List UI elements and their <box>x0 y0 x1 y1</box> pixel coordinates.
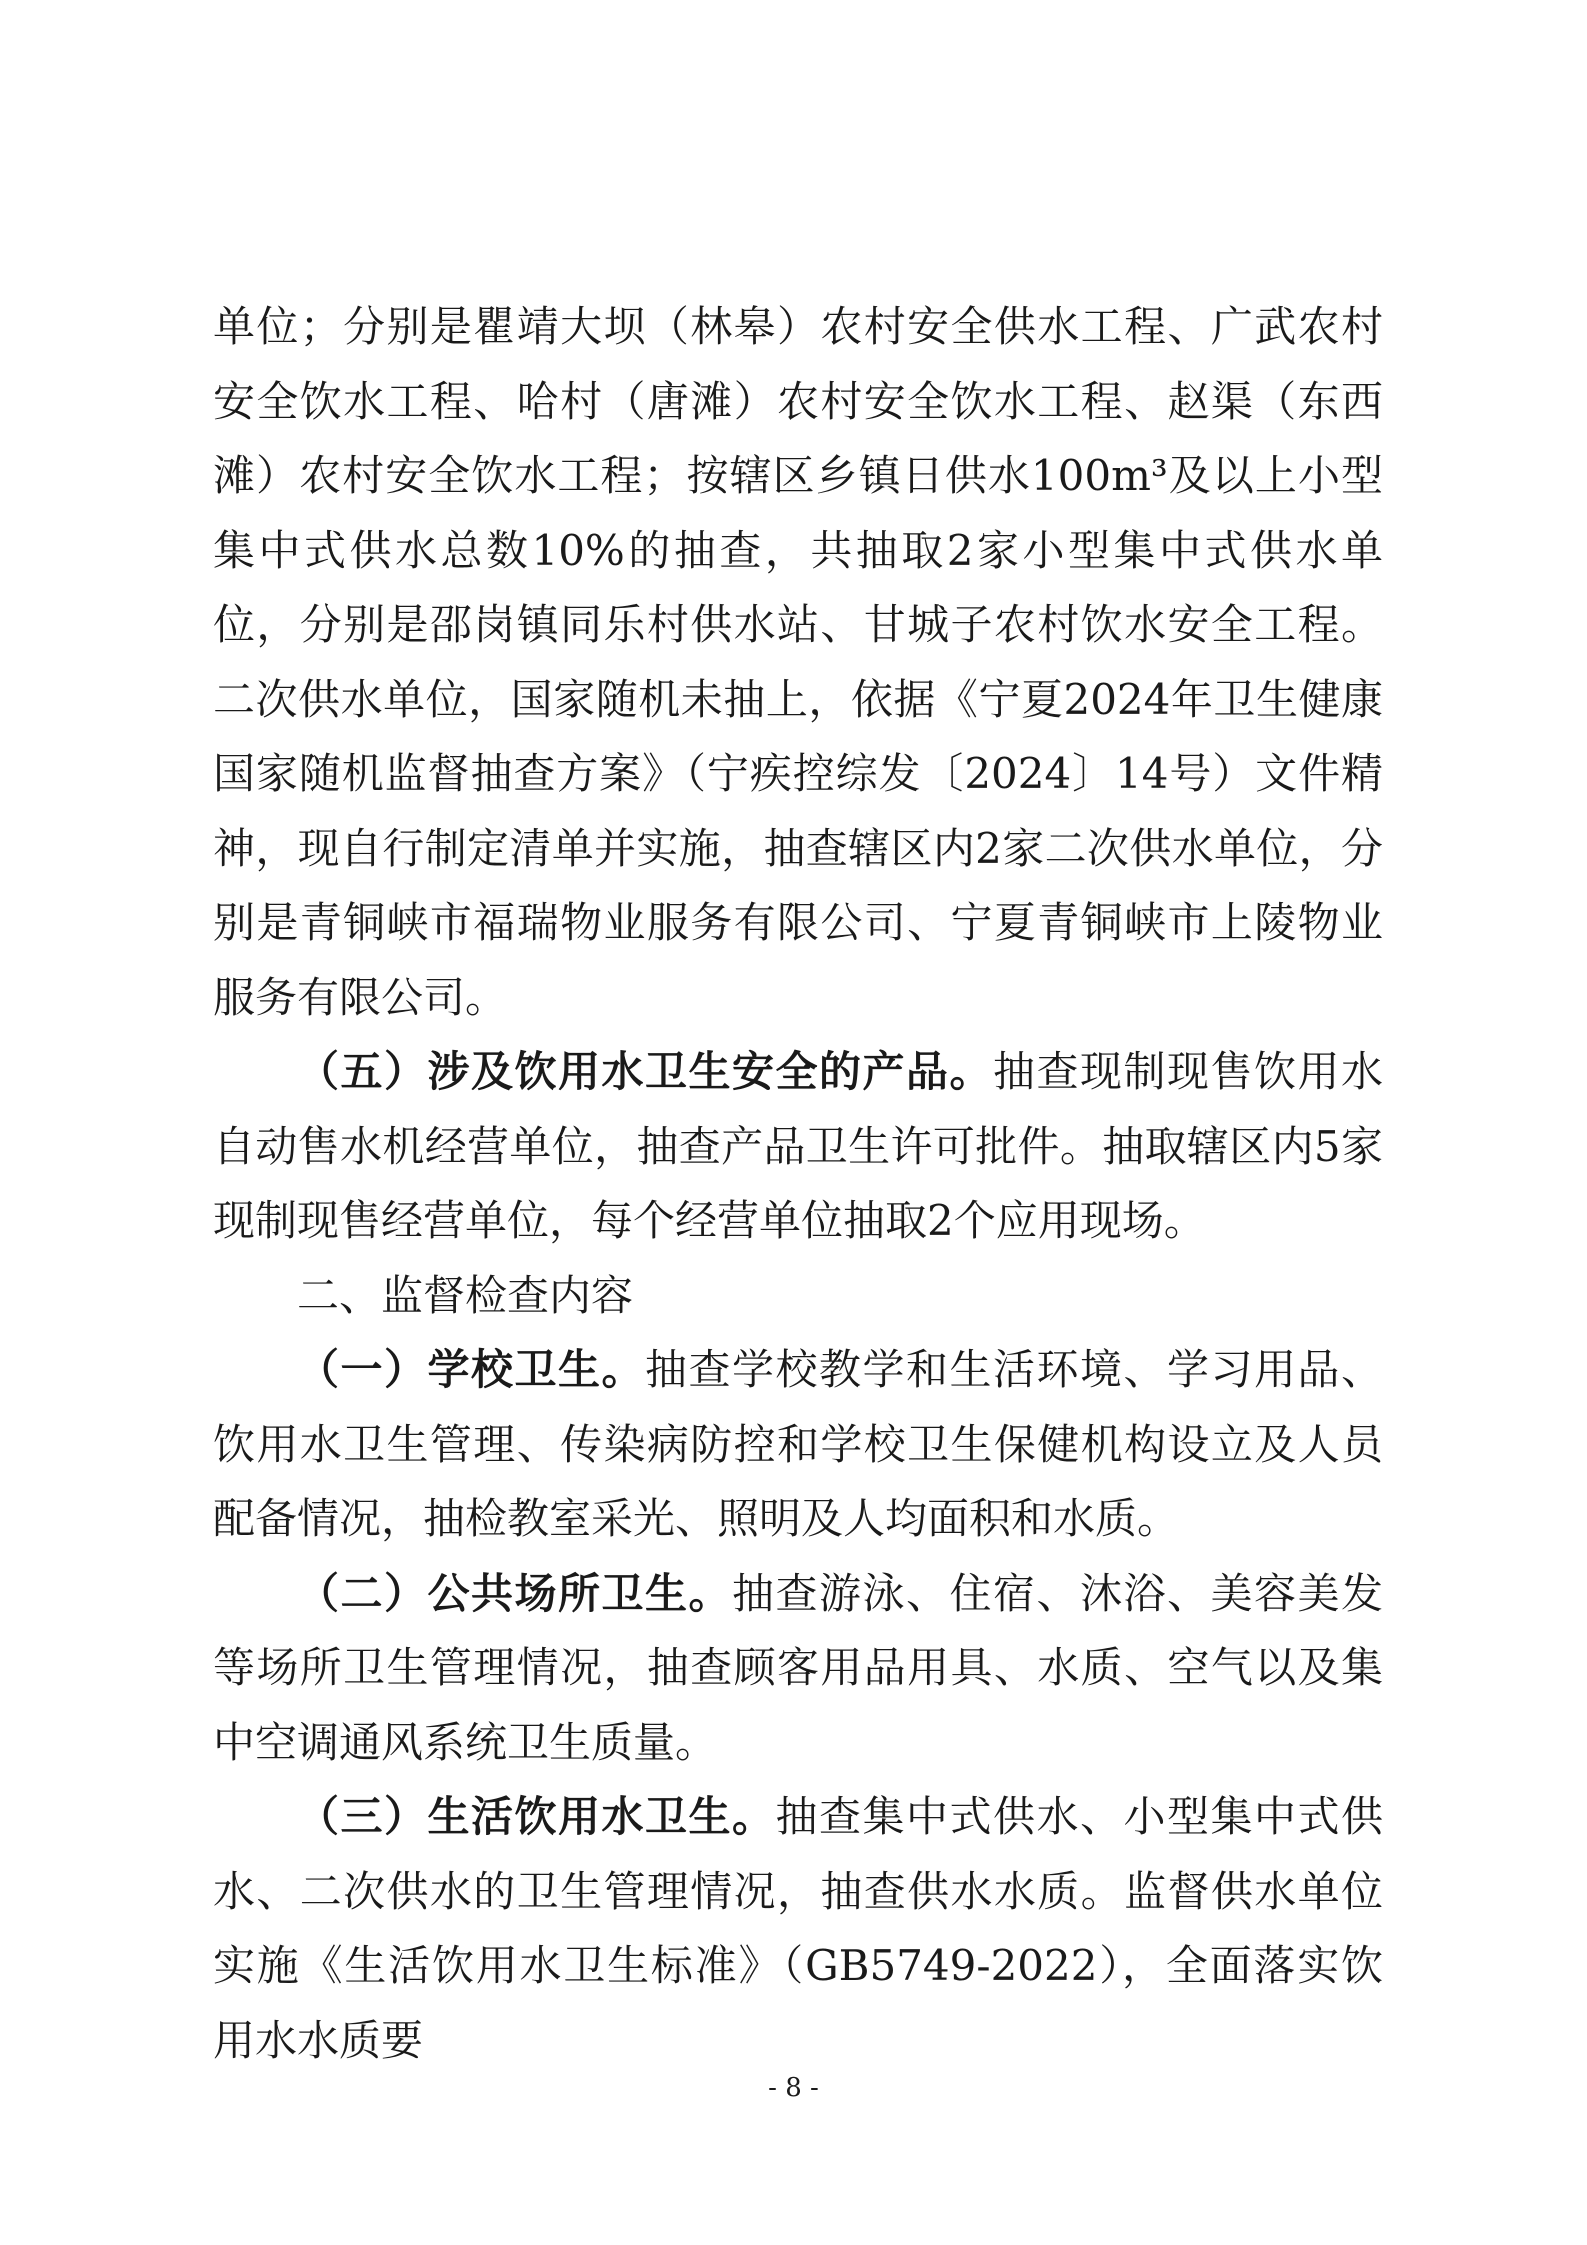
paragraph-drinking-water <box>213 1780 1383 2078</box>
section-heading <box>213 1259 1383 1334</box>
page-number: - 8 - <box>768 2073 819 2103</box>
paragraph-text: 抽查游泳、住宿、沐浴、美容美发等场所卫生管理情况，抽查顾客用品用具、水质、空气以及集中空调通风系统卫生质量。 <box>213 1568 1383 1767</box>
paragraph-continuation <box>213 290 1383 1035</box>
paragraph-section-five <box>213 1035 1383 1259</box>
paragraph-school-hygiene <box>213 1333 1383 1557</box>
paragraph-lead: （二）公共场所卫生。 <box>297 1568 732 1618</box>
paragraph-lead: （三）生活饮用水卫生。 <box>297 1792 776 1841</box>
document-body <box>213 290 1383 2078</box>
paragraph-lead: （五）涉及饮用水卫生安全的产品。 <box>297 1047 993 1096</box>
paragraph-public-places <box>213 1557 1383 1781</box>
paragraph-text: 抽查学校教学和生活环境、学习用品、饮用水卫生管理、传染病防控和学校卫生保健机构设立及人员配备情况，抽检教室采光、照明及人均面积和水质。 <box>213 1345 1383 1543</box>
paragraph-lead: （一）学校卫生。 <box>297 1345 645 1394</box>
paragraph-text: 抽查集中式供水、小型集中式供水、二次供水的卫生管理情况，抽查供水水质。监督供水单位实施《生活饮用水卫生标准》（GB5749-2022），全面落实饮用水水质要 <box>213 1792 1383 2065</box>
paragraph-text: 单位；分别是瞿靖大坝（林皋）农村安全供水工程、广武农村安全饮水工程、哈村（唐滩）农村安全饮水工程、赵渠（东西滩）农村安全饮水工程；按辖区乡镇日供水100m³及以上小型集中式供水总数10%的抽查，共抽取2家小型集中式供水单位，分别是邵岗镇同乐村供水站、甘城子农村饮水安全工程。二次供水单位，国家随机未抽上，依据《宁夏2024年卫生健康国家随机监督抽查方案》（宁疾控综发〔2024〕14号）文件精神，现自行制定清单并实施，抽查辖区内2家二次供水单位，分别是青铜峡市福瑞物业服务有限公司、宁夏青铜峡市上陵物业服务有限公司。 <box>213 302 1383 1022</box>
section-heading-text: 二、监督检查内容 <box>297 1270 634 1320</box>
paragraph-text: 抽查现制现售饮用水自动售水机经营单位，抽查产品卫生许可批件。抽取辖区内5家现制现售经营单位，每个经营单位抽取2个应用现场。 <box>213 1047 1383 1245</box>
